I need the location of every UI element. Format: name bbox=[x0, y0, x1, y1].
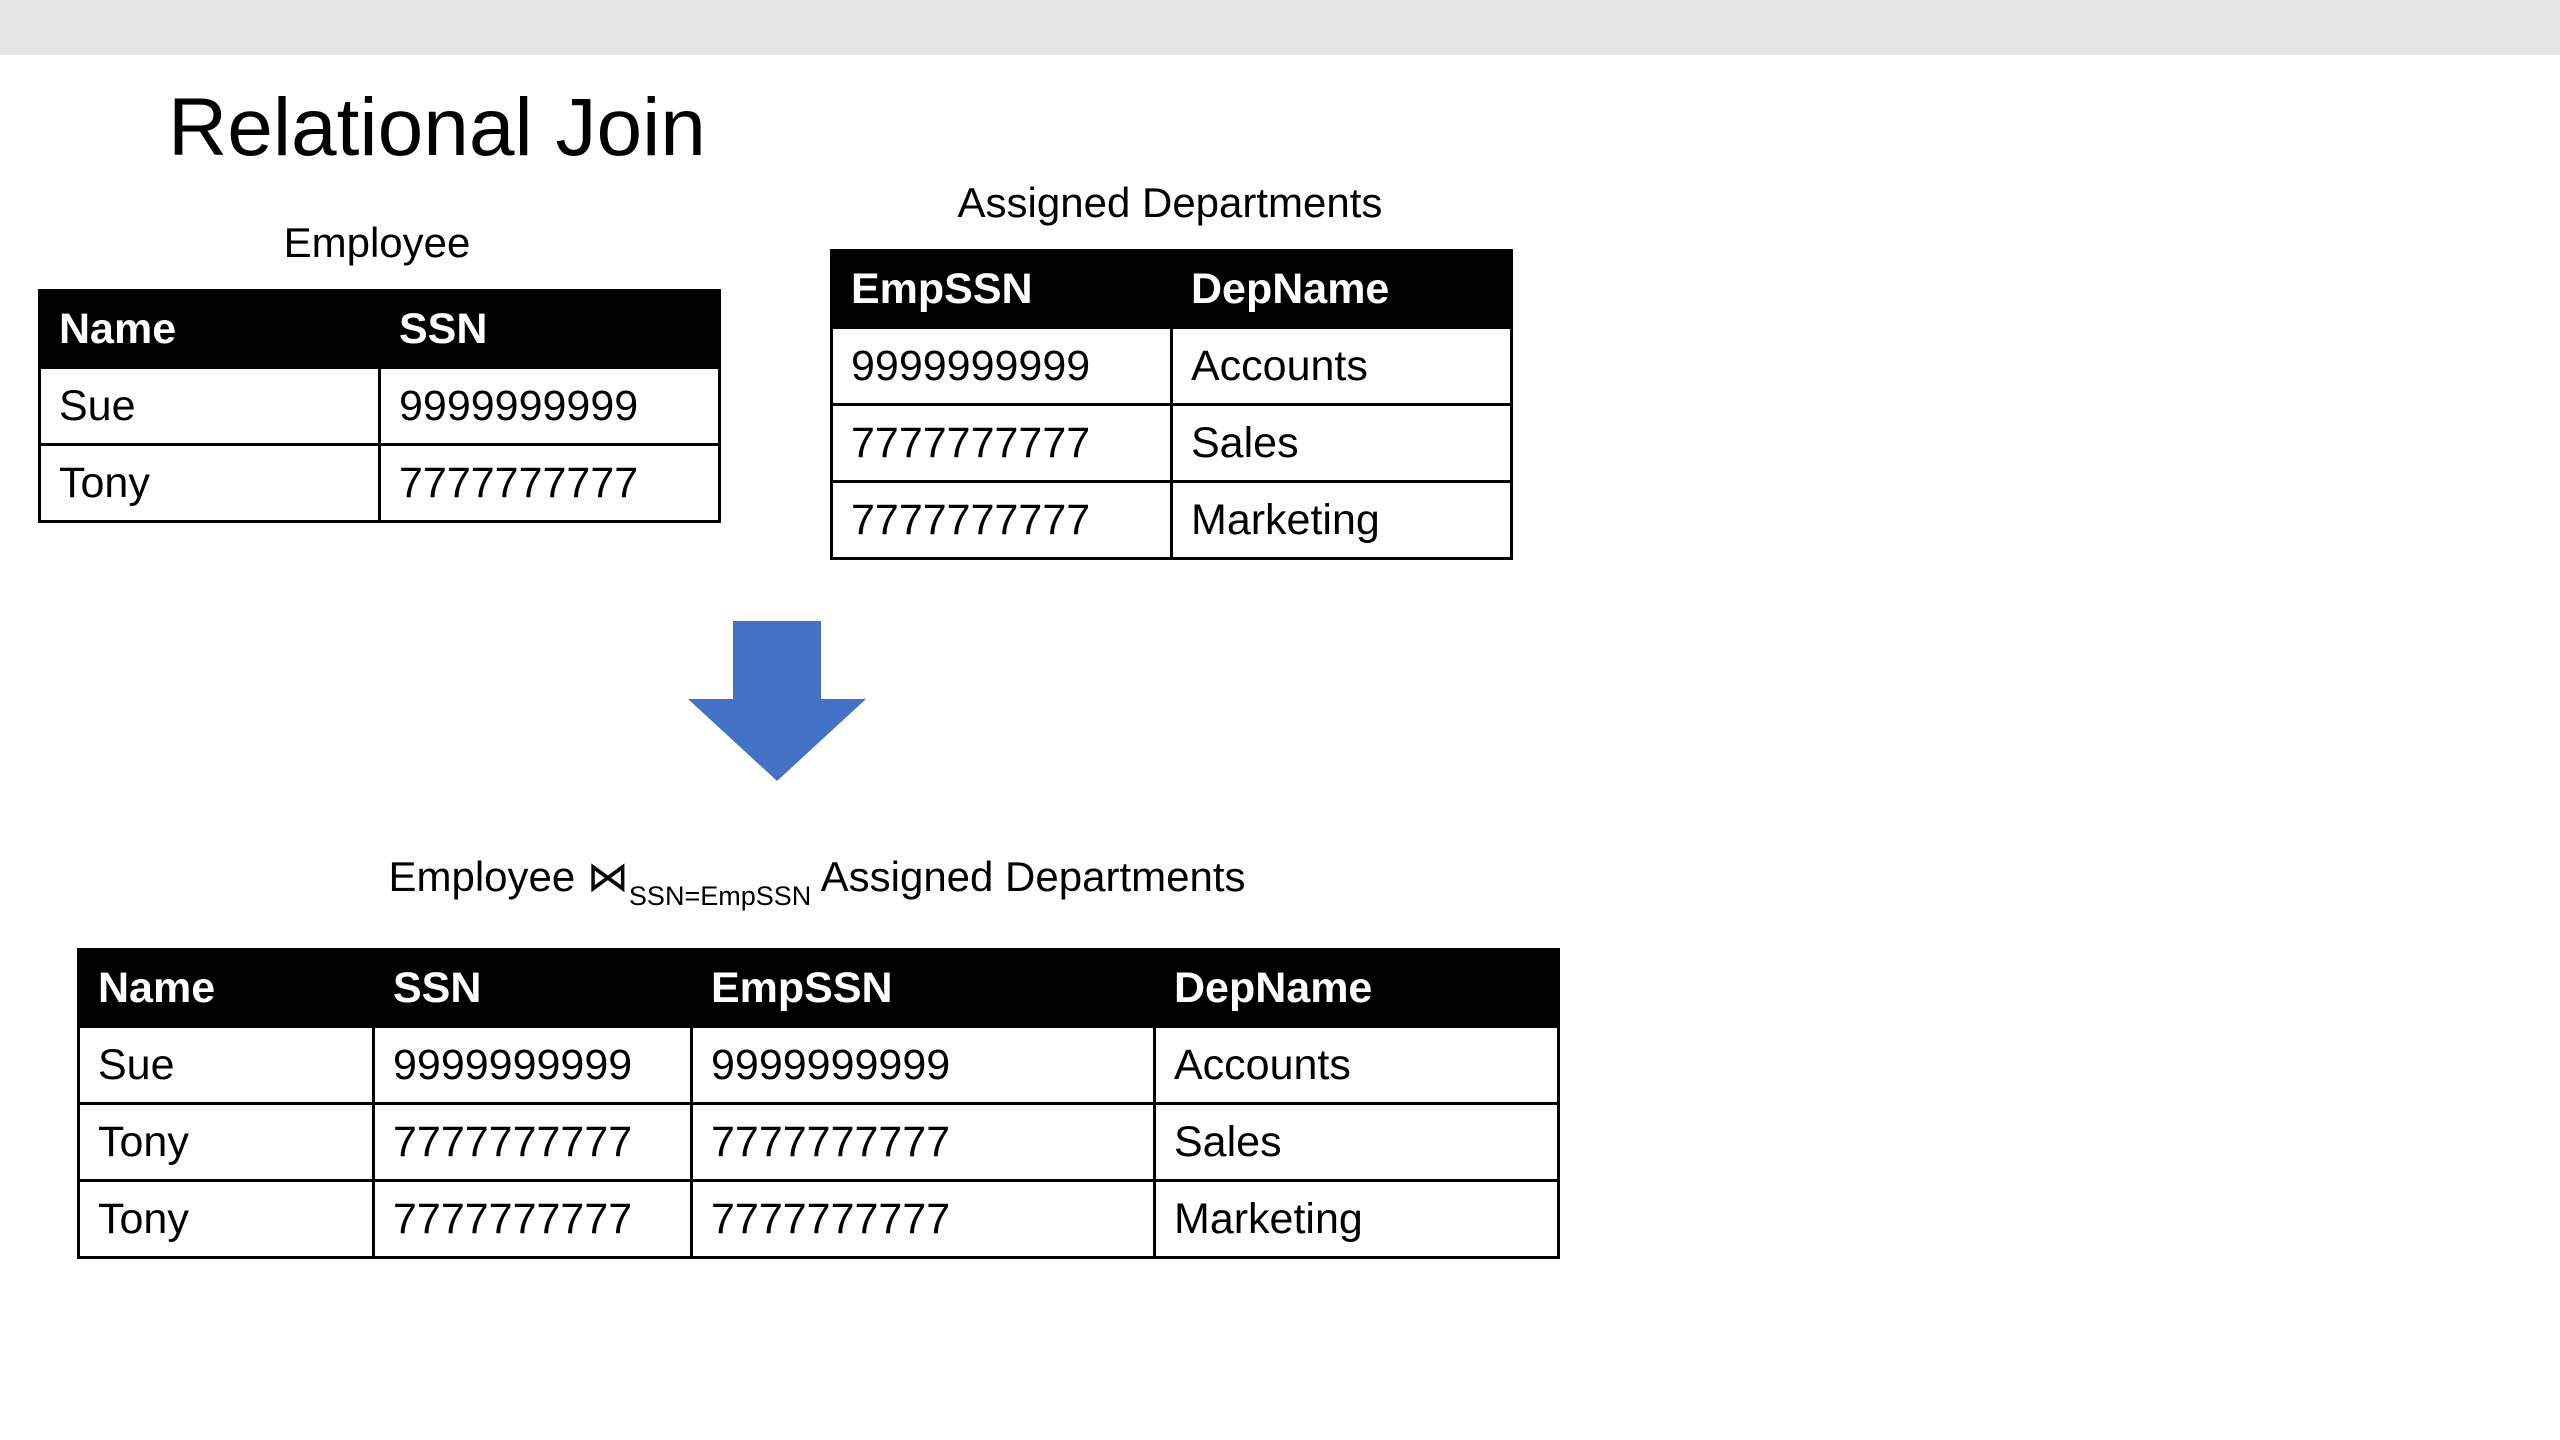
join-condition: SSN=EmpSSN bbox=[628, 881, 812, 911]
table-cell: Tony bbox=[40, 445, 380, 522]
table-cell: Tony bbox=[79, 1181, 374, 1258]
table-row bbox=[79, 1104, 1559, 1181]
table-cell: Sales bbox=[1155, 1104, 1559, 1181]
table-cell: Sales bbox=[1172, 405, 1512, 482]
table-cell: Sue bbox=[40, 368, 380, 445]
table-cell: 7777777777 bbox=[832, 482, 1172, 559]
employee-table bbox=[38, 289, 721, 523]
table-row bbox=[832, 405, 1512, 482]
down-arrow-icon bbox=[688, 621, 866, 781]
table-cell: 9999999999 bbox=[380, 368, 720, 445]
table-row bbox=[79, 1181, 1559, 1258]
table-cell: 9999999999 bbox=[374, 1027, 692, 1104]
column-header: Name bbox=[40, 291, 380, 368]
column-header: SSN bbox=[380, 291, 720, 368]
table-cell: Marketing bbox=[1155, 1181, 1559, 1258]
join-left-relation: Employee bbox=[388, 853, 576, 900]
table-cell: 9999999999 bbox=[832, 328, 1172, 405]
table-cell: 7777777777 bbox=[692, 1104, 1155, 1181]
table-cell: Marketing bbox=[1172, 482, 1512, 559]
join-operator-icon: ⋈ bbox=[586, 853, 629, 900]
table-cell: 7777777777 bbox=[380, 445, 720, 522]
column-header: DepName bbox=[1172, 251, 1512, 328]
join-right-relation: Assigned Departments bbox=[820, 853, 1246, 900]
table-row bbox=[832, 328, 1512, 405]
table-cell: 9999999999 bbox=[692, 1027, 1155, 1104]
table-cell: Accounts bbox=[1172, 328, 1512, 405]
table-row bbox=[40, 445, 720, 522]
assigned-departments-caption: Assigned Departments bbox=[957, 179, 1383, 226]
table-cell: Tony bbox=[79, 1104, 374, 1181]
column-header: EmpSSN bbox=[692, 950, 1155, 1027]
table-cell: Sue bbox=[79, 1027, 374, 1104]
join-result-table bbox=[77, 948, 1560, 1259]
table-header-row bbox=[79, 950, 1559, 1027]
column-header: DepName bbox=[1155, 950, 1559, 1027]
table-cell: 7777777777 bbox=[374, 1181, 692, 1258]
employee-caption: Employee bbox=[283, 219, 471, 266]
column-header: SSN bbox=[374, 950, 692, 1027]
table-header-row bbox=[40, 291, 720, 368]
table-cell: 7777777777 bbox=[692, 1181, 1155, 1258]
column-header: Name bbox=[79, 950, 374, 1027]
table-cell: 7777777777 bbox=[832, 405, 1172, 482]
table-row bbox=[832, 482, 1512, 559]
slide-title: Relational Join bbox=[168, 82, 706, 173]
column-header: EmpSSN bbox=[832, 251, 1172, 328]
table-cell: Accounts bbox=[1155, 1027, 1559, 1104]
table-cell: 7777777777 bbox=[374, 1104, 692, 1181]
join-caption bbox=[78, 852, 1556, 911]
table-header-row bbox=[832, 251, 1512, 328]
table-row bbox=[79, 1027, 1559, 1104]
table-row bbox=[40, 368, 720, 445]
assigned-departments-table bbox=[830, 249, 1513, 560]
